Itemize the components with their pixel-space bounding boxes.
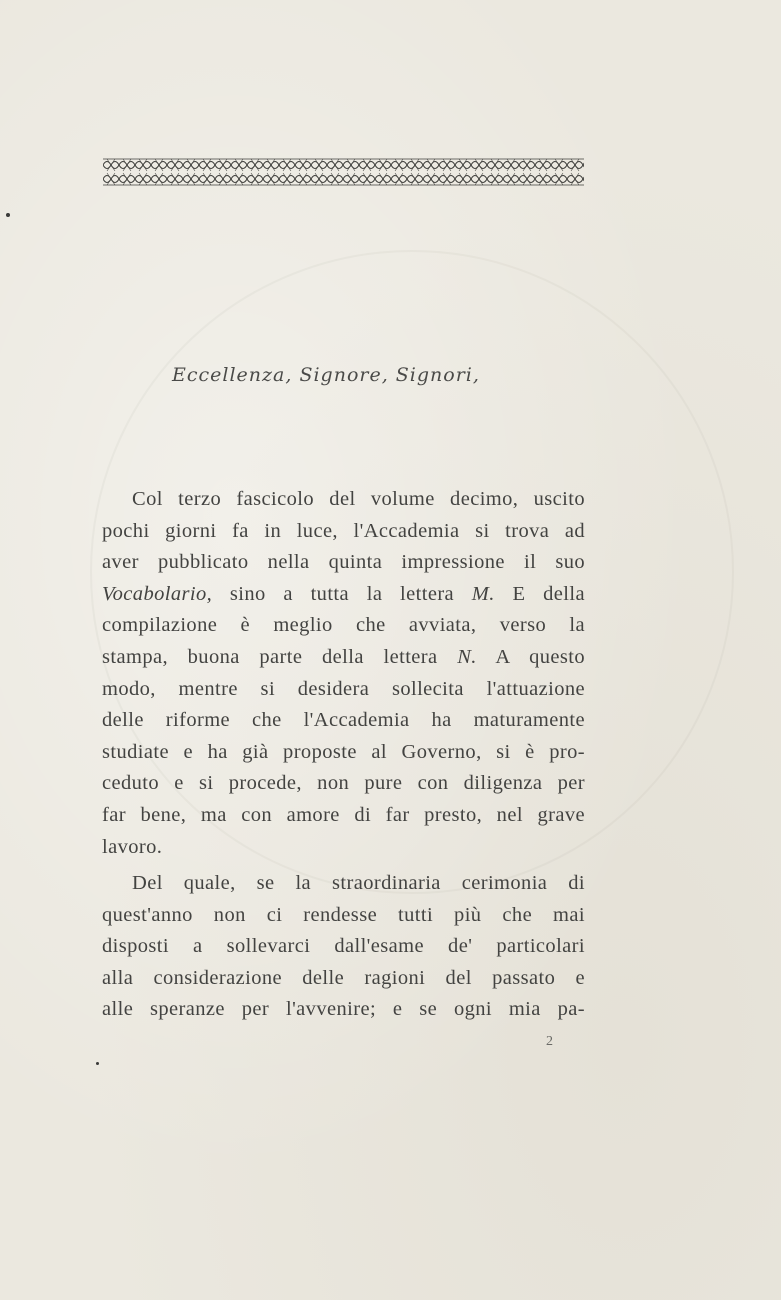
text-line: compilazione è meglio che avviata, verso la [102, 614, 585, 637]
text-line: alle speranze per l'avvenire; e se ogni mia pa- [102, 998, 585, 1021]
text-line [102, 642, 585, 674]
decorative-header-ornament [103, 158, 584, 186]
text-line: Col terzo fascicolo del volume decimo, uscito [132, 488, 585, 510]
text-line: modo, mentre si desidera sollecita l'attuazione [102, 677, 585, 700]
text-line [102, 579, 585, 611]
text-line: alla considerazione delle ragioni del passato e [102, 966, 585, 989]
ink-speck [96, 1062, 99, 1065]
text-fragment: sino a tutta la lettera [212, 582, 472, 605]
text-line: far bene, ma con amore di far presto, nel grave [102, 803, 585, 826]
text-line: pochi giorni fa in luce, l'Accademia si trova ad [102, 519, 585, 542]
italic-word: Vocabolario, [102, 582, 213, 605]
ink-speck [6, 213, 10, 217]
text-line: studiate e ha già proposte al Governo, si è pro- [102, 740, 585, 763]
text-line: Del quale, se la straordinaria cerimonia di [132, 872, 585, 894]
text-line: disposti a sollevarci dall'esame de' particolari [102, 935, 585, 958]
italic-word: M. [471, 582, 495, 605]
text-fragment: A questo [476, 645, 585, 668]
text-line: lavoro. [102, 835, 163, 858]
paragraph-1 [102, 484, 585, 863]
text-line: aver pubblicato nella quinta impressione il suo [102, 551, 585, 574]
text-fragment: E della [494, 582, 585, 605]
page-number: 2 [546, 1034, 553, 1049]
italic-word: N. [457, 645, 477, 668]
salutation: Eccellenza, Signore, Signori, [172, 364, 480, 386]
text-line: quest'anno non ci rendesse tutti più che mai [102, 903, 585, 926]
paragraph-2 [102, 868, 585, 1026]
text-fragment: stampa, buona parte della lettera [102, 645, 458, 668]
text-line: delle riforme che l'Accademia ha maturamente [102, 709, 585, 732]
text-line: ceduto e si procede, non pure con diligenza per [102, 772, 585, 795]
